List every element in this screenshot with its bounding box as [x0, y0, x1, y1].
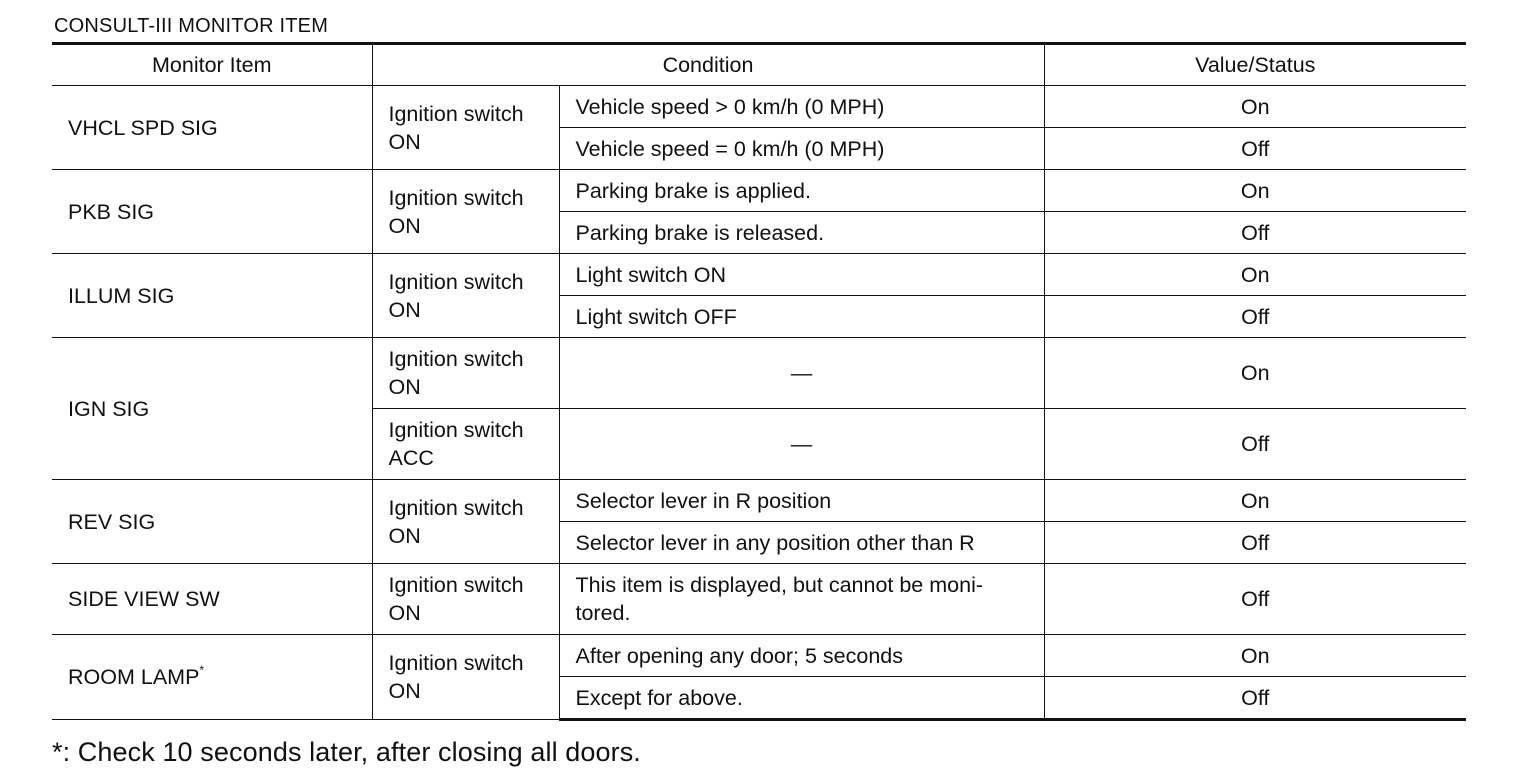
value-status-cell: On: [1044, 635, 1466, 677]
footnote: *: Check 10 seconds later, after closing all doors.: [52, 737, 641, 767]
condition-ignition-cell: Ignition switch ON: [372, 86, 559, 170]
condition-detail-cell: This item is displayed, but cannot be moni-tored.: [559, 564, 1044, 635]
condition-ignition-cell: Ignition switch ON: [372, 170, 559, 254]
condition-detail-cell: Parking brake is applied.: [559, 170, 1044, 212]
condition-detail-cell: Selector lever in any position other than R: [559, 522, 1044, 564]
monitor-item-cell: ILLUM SIG: [52, 254, 372, 338]
value-status-cell: On: [1044, 170, 1466, 212]
table-row: [52, 480, 1466, 522]
value-status-cell: Off: [1044, 522, 1466, 564]
table-row: [52, 564, 1466, 635]
header-value-status: Value/Status: [1044, 44, 1466, 86]
condition-ignition-cell: Ignition switch ON: [372, 338, 559, 409]
condition-detail-cell: —: [559, 338, 1044, 409]
value-status-cell: On: [1044, 480, 1466, 522]
condition-ignition-cell: Ignition switch ON: [372, 564, 559, 635]
value-status-cell: On: [1044, 338, 1466, 409]
value-status-cell: On: [1044, 254, 1466, 296]
condition-ignition-cell: Ignition switch ON: [372, 635, 559, 720]
table-caption: CONSULT-III MONITOR ITEM: [54, 15, 329, 37]
condition-detail-cell: Vehicle speed = 0 km/h (0 MPH): [559, 128, 1044, 170]
footnote-marker: *: [199, 663, 205, 677]
condition-detail-cell: After opening any door; 5 seconds: [559, 635, 1044, 677]
table-row: [52, 338, 1466, 409]
table-row: [52, 254, 1466, 296]
table-row: [52, 635, 1466, 677]
condition-detail-cell: Except for above.: [559, 677, 1044, 720]
monitor-item-cell: VHCL SPD SIG: [52, 86, 372, 170]
condition-detail-cell: Light switch OFF: [559, 296, 1044, 338]
table-header-row: [52, 44, 1466, 86]
condition-detail-cell: Light switch ON: [559, 254, 1044, 296]
monitor-item-table: [52, 42, 1466, 721]
header-condition: Condition: [372, 44, 1044, 86]
monitor-item-cell: PKB SIG: [52, 170, 372, 254]
value-status-cell: Off: [1044, 296, 1466, 338]
value-status-cell: On: [1044, 86, 1466, 128]
condition-ignition-cell: Ignition switch ON: [372, 480, 559, 564]
value-status-cell: Off: [1044, 564, 1466, 635]
condition-detail-cell: Vehicle speed > 0 km/h (0 MPH): [559, 86, 1044, 128]
monitor-item-label: ROOM LAMP: [68, 665, 200, 689]
condition-ignition-cell: Ignition switch ACC: [372, 409, 559, 480]
monitor-item-cell: [52, 635, 372, 720]
value-status-cell: Off: [1044, 677, 1466, 720]
condition-detail-cell: Selector lever in R position: [559, 480, 1044, 522]
header-monitor-item: Monitor Item: [52, 44, 372, 86]
table-row: [52, 86, 1466, 128]
condition-detail-cell: —: [559, 409, 1044, 480]
table-row: [52, 170, 1466, 212]
value-status-cell: Off: [1044, 409, 1466, 480]
condition-detail-cell: Parking brake is released.: [559, 212, 1044, 254]
value-status-cell: Off: [1044, 212, 1466, 254]
condition-ignition-cell: Ignition switch ON: [372, 254, 559, 338]
monitor-item-cell: SIDE VIEW SW: [52, 564, 372, 635]
monitor-item-cell: IGN SIG: [52, 338, 372, 480]
value-status-cell: Off: [1044, 128, 1466, 170]
monitor-item-cell: REV SIG: [52, 480, 372, 564]
